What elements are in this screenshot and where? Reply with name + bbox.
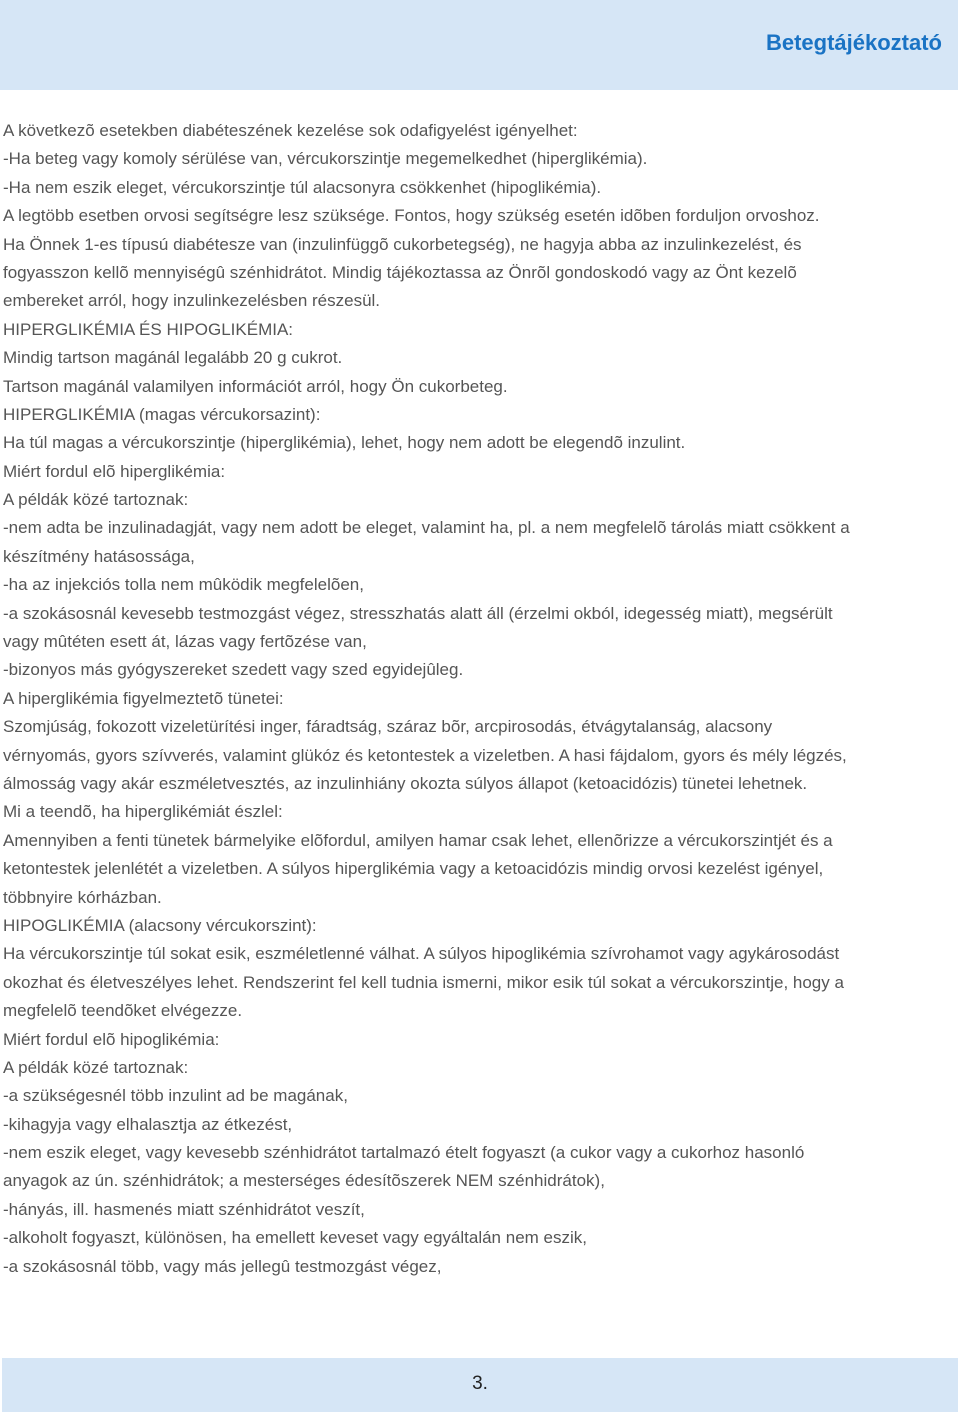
text-line: Mi a teendõ, ha hiperglikémiát észlel: bbox=[3, 802, 283, 822]
text-line: Ha túl magas a vércukorszintje (hiperglikémia), lehet, hogy nem adott be elegendõ inzulint. bbox=[3, 433, 686, 453]
text-line: -a szokásosnál kevesebb testmozgást végez, stresszhatás alatt áll (érzelmi okból, idegesség miatt), megsérült bbox=[3, 603, 833, 623]
text-line: A hiperglikémia figyelmeztetõ tünetei: bbox=[3, 688, 284, 708]
text-line: A következõ esetekben diabéteszének kezelése sok odafigyelést igényelhet: bbox=[3, 121, 578, 140]
text-line: HIPOGLIKÉMIA (alacsony vércukorszint): bbox=[3, 915, 317, 935]
footer-band bbox=[2, 1358, 958, 1412]
text-line: ketontestek jelenlétét a vizeletben. A súlyos hiperglikémia vagy a ketoacidózis mindig orvosi kezelést igényel, bbox=[3, 859, 824, 879]
text-line: készítmény hatásossága, bbox=[3, 546, 195, 566]
text-line: Amennyiben a fenti tünetek bármelyike elõfordul, amilyen hamar csak lehet, ellenõrizze a vércukorszintjét és a bbox=[3, 830, 833, 850]
text-line: A példák közé tartoznak: bbox=[3, 490, 189, 510]
document-body bbox=[3, 117, 953, 1281]
text-line: okozhat és életveszélyes lehet. Rendszerint fel kell tudnia ismerni, mikor esik túl sokat a vércukorszintje, hogy a bbox=[3, 972, 844, 992]
text-line: Ha vércukorszintje túl sokat esik, eszméletlenné válhat. A súlyos hipoglikémia szívrohamot vagy agykárosodást bbox=[3, 944, 840, 964]
document-title: Betegtájékoztató bbox=[765, 30, 942, 55]
page-number: 3. bbox=[472, 1373, 488, 1394]
text-line: -bizonyos más gyógyszereket szedett vagy szed egyidejûleg. bbox=[3, 660, 464, 680]
text-line: A legtöbb esetben orvosi segítségre lesz szüksége. Fontos, hogy szükség esetén idõben forduljon orvoshoz. bbox=[3, 206, 820, 226]
text-line: -nem adta be inzulinadagját, vagy nem adott be eleget, valamint ha, pl. a nem megfelelõ tárolás miatt csökkent a bbox=[3, 518, 850, 538]
text-line: Miért fordul elõ hipoglikémia: bbox=[3, 1029, 220, 1049]
text-line: Miért fordul elõ hiperglikémia: bbox=[3, 461, 226, 481]
text-line: Szomjúság, fokozott vizeletürítési inger, fáradtság, száraz bõr, arcpirosodás, étvágytalanság, alacsony bbox=[3, 717, 773, 737]
text-line: Mindig tartson magánál legalább 20 g cukrot. bbox=[3, 348, 343, 368]
text-line: többnyire kórházban. bbox=[3, 887, 162, 907]
text-line: -nem eszik eleget, vagy kevesebb szénhidrátot tartalmazó ételt fogyaszt (a cukor vagy a cukorhoz hasonló bbox=[3, 1143, 805, 1163]
text-line: anyagok az ún. szénhidrátok; a mesterséges édesítõszerek NEM szénhidrátok), bbox=[3, 1171, 605, 1191]
text-line: vérnyomás, gyors szívverés, valamint glükóz és ketontestek a vizeletben. A hasi fájdalom, gyors és mély légzés, bbox=[3, 745, 847, 765]
text-line: álmosság vagy akár eszméletvesztés, az inzulinhiány okozta súlyos állapot (ketoacidózis) tünetei lehetnek. bbox=[3, 773, 808, 793]
text-line: -kihagyja vagy elhalasztja az étkezést, bbox=[3, 1114, 293, 1134]
text-line: Tartson magánál valamilyen információt arról, hogy Ön cukorbeteg. bbox=[3, 376, 508, 396]
header-band bbox=[0, 0, 958, 90]
text-line: A példák közé tartoznak: bbox=[3, 1057, 189, 1077]
text-line: megfelelõ teendõket elvégezze. bbox=[3, 1001, 243, 1021]
text-line: -ha az injekciós tolla nem mûködik megfelelõen, bbox=[3, 575, 364, 595]
text-line: HIPERGLIKÉMIA (magas vércukorsazint): bbox=[3, 404, 321, 424]
text-line: -hányás, ill. hasmenés miatt szénhidrátot veszít, bbox=[3, 1199, 365, 1219]
text-line: vagy mûtéten esett át, lázas vagy fertõzése van, bbox=[3, 632, 367, 652]
text-line: embereket arról, hogy inzulinkezelésben részesül. bbox=[3, 291, 381, 311]
text-line: -Ha nem eszik eleget, vércukorszintje túl alacsonyra csökkenhet (hipoglikémia). bbox=[3, 177, 602, 197]
text-line: Ha Önnek 1-es típusú diabétesze van (inzulinfüggõ cukorbetegség), ne hagyja abba az inzulinkezelést, és bbox=[3, 234, 802, 254]
text-line: -alkoholt fogyaszt, különösen, ha emellett keveset vagy egyáltalán nem eszik, bbox=[3, 1228, 587, 1248]
text-line: -Ha beteg vagy komoly sérülése van, vércukorszintje megemelkedhet (hiperglikémia). bbox=[3, 149, 648, 169]
text-line: fogyasszon kellõ mennyiségû szénhidrátot. Mindig tájékoztassa az Önrõl gondoskodó vagy az Önt kezelõ bbox=[3, 262, 797, 282]
text-line: -a szokásosnál több, vagy más jellegû testmozgást végez, bbox=[3, 1256, 442, 1276]
text-line: -a szükségesnél több inzulint ad be magának, bbox=[3, 1086, 348, 1106]
text-line: HIPERGLIKÉMIA ÉS HIPOGLIKÉMIA: bbox=[3, 319, 294, 339]
